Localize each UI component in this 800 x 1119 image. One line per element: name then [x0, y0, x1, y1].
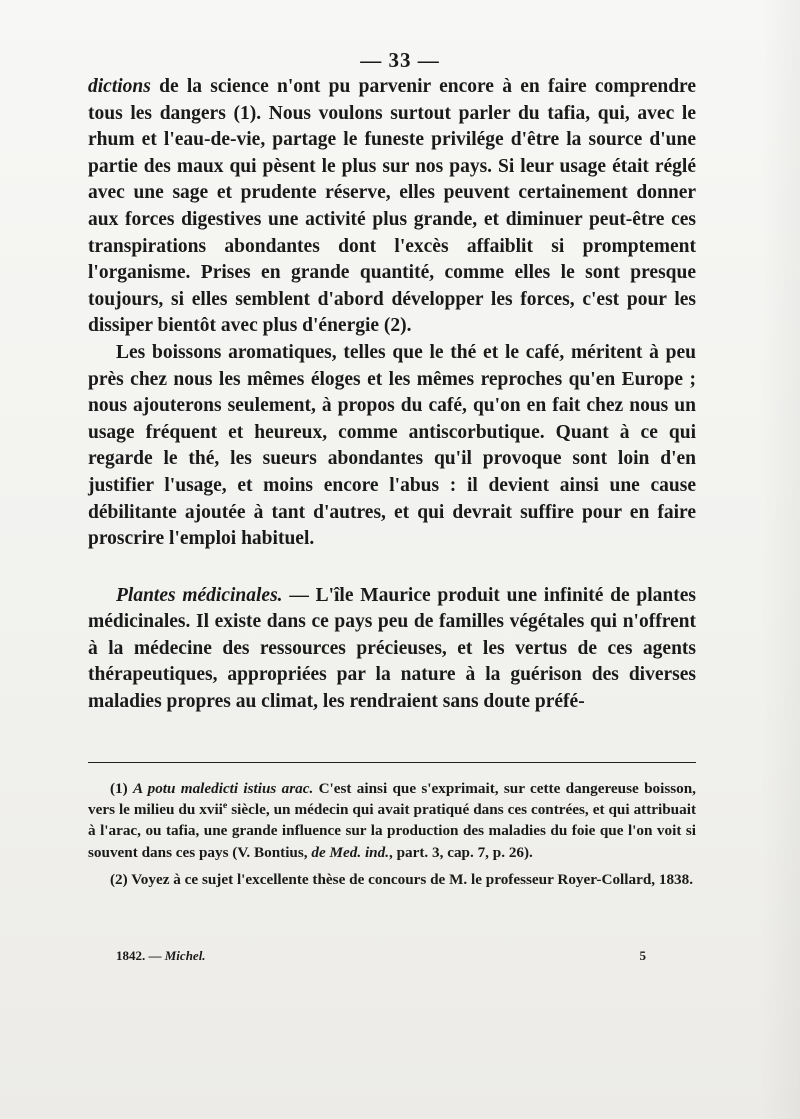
- printer-signature: [116, 948, 646, 964]
- footnote-1-mark: (1): [110, 780, 134, 797]
- footnote-1-sup: e: [222, 800, 228, 812]
- paragraph-2: Les boissons aromatiques, telles que le thé et le café, méritent à peu près chez nous les mêmes éloges et les mêmes reproches qu'en Europe ; nous ajouterons seulement, à propos du café, qu'on en fait chez nous un usage fréquent et heureux, comme antiscorbutique. Quant à ce qui regarde le thé, les sueurs abondantes qu'il provoque sont loin d'en justifier l'usage, et moins encore l'abus : il devient ainsi une cause débilitante ajoutée à tant d'autres, et qui devrait suffire pour en faire proscrire l'emploi habituel.: [88, 341, 696, 550]
- imprint-year: 1842.: [116, 948, 146, 963]
- paragraph-1-text: de la science n'ont pu parvenir encore à en faire comprendre tous les dangers (1). Nous voulons surtout parler du tafia, qui, avec le rhum et l'eau-de-vie, partage le funeste privilége d'être la source d'une partie des maux qui pèsent le plus sur nos pays. Si leur usage était réglé avec une sage et prudente réserve, elles peuvent certainement donner aux forces digestives une activité plus grande, et diminuer peut-être ces transpirations abondantes dont l'excès affaiblit si promptement l'organisme. Prises en grande quantité, comme elles le sont presque toujours, si elles semblent d'abord développer les forces, c'est pour les dissiper bientôt avec plus d'énergie (2).: [88, 76, 696, 337]
- footnote-1-quote: A potu maledicti istius arac.: [133, 780, 314, 797]
- section-heading-plantes: Plantes médicinales.: [116, 584, 283, 606]
- paragraph-1-italic: dictions: [88, 76, 151, 97]
- footnote-2: (2) Voyez à ce sujet l'excellente thèse de concours de M. le professeur Royer-Collard, 1838.: [110, 870, 694, 888]
- sheet-number: 5: [639, 948, 646, 963]
- footnotes: [88, 778, 696, 896]
- imprint-dash: —: [145, 948, 165, 963]
- footnote-1: [88, 778, 696, 863]
- printer-imprint: [116, 948, 206, 964]
- footnote-1-text-b: siècle, un médecin qui avait pratiqué dans ces contrées, et qui attribuait à l'arac, ou tafia, une grande influence sur la production des maladies du foie que l'on voit si souvent dans ces pays (V. Bontius,: [88, 801, 697, 861]
- footnote-1-reference: de Med. ind.: [311, 843, 389, 861]
- footnote-1-text-a: C'est ainsi que s'exprimait, sur cette dangereuse boisson, vers le milieu du: [88, 780, 696, 819]
- footnote-1-century: xvii: [199, 801, 223, 819]
- page-number: — 33 —: [360, 48, 440, 72]
- paragraph-3: [88, 583, 696, 716]
- footnote-1-text-c: , part. 3, cap. 7, p. 26).: [389, 843, 533, 861]
- body-text: [88, 74, 696, 716]
- footnote-divider: [88, 762, 696, 763]
- imprint-printer: Michel.: [164, 948, 206, 963]
- paragraph-3-text: — L'île Maurice produit une infinité de plantes médicinales. Il existe dans ce pays peu de familles végétales qui n'offrent à la médecine des ressources précieuses, et les vertus de ces agents thérapeutiques, appropriées par la nature à la guérison des diverses maladies propres au climat, les rendraient sans doute préfé-: [88, 584, 696, 713]
- paragraph-1: [88, 74, 696, 340]
- page-edge-shadow: [760, 0, 800, 1119]
